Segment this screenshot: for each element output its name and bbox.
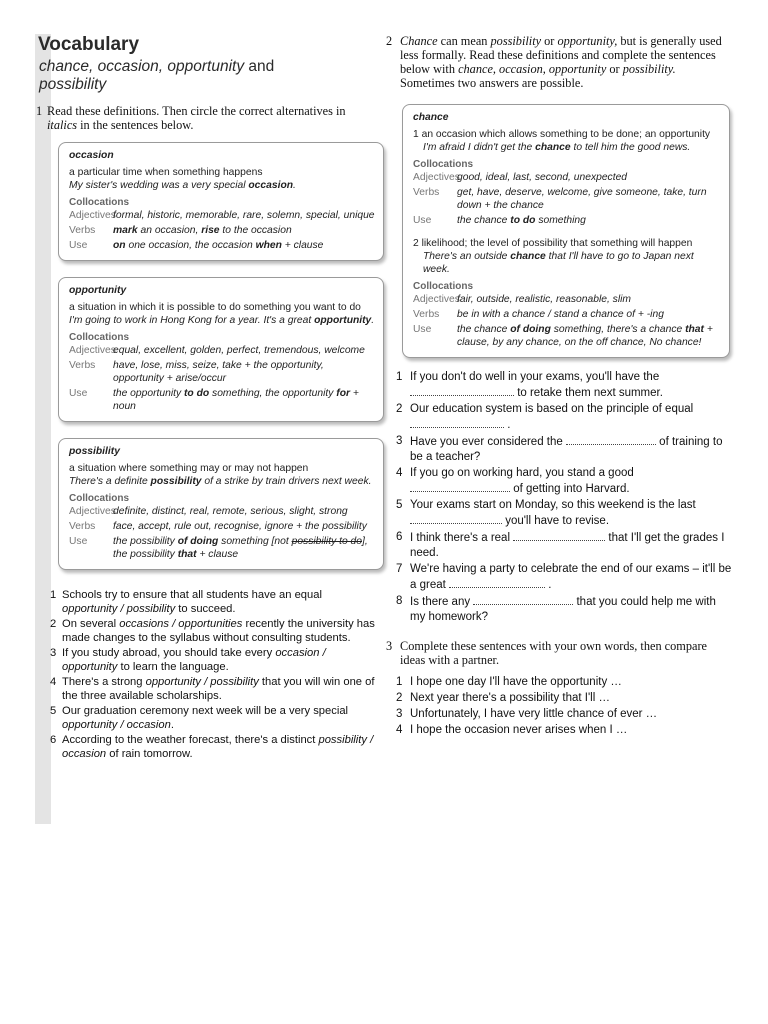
list-item: 3 Unfortunately, I have very little chance of ever … bbox=[396, 708, 658, 720]
left-column bbox=[36, 34, 376, 762]
collocations-heading: Collocations bbox=[69, 197, 130, 208]
definition-text: 2 likelihood; the level of possibility that something will happen bbox=[413, 238, 693, 249]
definition-headword: opportunity bbox=[69, 285, 127, 296]
collocation-adjectives: Adjectives good, ideal, last, second, unexpected bbox=[413, 172, 628, 183]
definition-example: There's an outside chance that I'll have to go to Japan next week. bbox=[423, 251, 694, 275]
list-item: 4 If you go on working hard, you stand a good of getting into Harvard. bbox=[396, 467, 634, 495]
list-item: 4 There's a strong opportunity / possibility that you will win one of the three available scholarships. bbox=[50, 676, 375, 702]
definition-box-chance bbox=[402, 104, 730, 358]
definition-example: There's a definite possibility of a strike by train drivers next week. bbox=[69, 476, 372, 487]
definition-example: I'm afraid I didn't get the chance to tell him the good news. bbox=[423, 142, 691, 153]
definition-text: a situation where something may or may not happen bbox=[69, 463, 309, 474]
exercise-3-sentences bbox=[396, 675, 732, 738]
list-item: 2 Next year there's a possibility that I'll … bbox=[396, 692, 610, 704]
exercise-3-instructions: 3 Complete these sentences with your own words, then compare ideas with a partner. bbox=[386, 639, 708, 667]
definition-text: 1 an occasion which allows something to be done; an opportunity bbox=[413, 129, 711, 140]
collocation-use: Use the opportunity to do something, the opportunity for + noun bbox=[69, 388, 359, 412]
answer-blank[interactable] bbox=[566, 434, 656, 445]
collocation-use: Use the possibility of doing something [not possibility to do], the possibility that + clause bbox=[69, 536, 368, 560]
answer-blank[interactable] bbox=[410, 417, 504, 428]
collocations-heading: Collocations bbox=[69, 332, 130, 343]
answer-choice[interactable]: occasion / opportunity bbox=[62, 647, 326, 673]
list-item: 7 We're having a party to celebrate the end of our exams – it'll be a great . bbox=[396, 563, 732, 591]
list-item: 1 Schools try to ensure that all students have an equal opportunity / possibility to succeed. bbox=[50, 589, 322, 615]
list-item: 1 If you don't do well in your exams, you'll have the to retake them next summer. bbox=[396, 371, 663, 399]
list-item: 3 Have you ever considered the of training to be a teacher? bbox=[396, 435, 723, 463]
answer-blank[interactable] bbox=[410, 385, 514, 396]
definition-text: a situation in which it is possible to do something you want to do bbox=[69, 302, 361, 313]
page-subtitle: chance, occasion, opportunity and possibility bbox=[39, 58, 275, 93]
collocation-use: Use on one occasion, the occasion when + clause bbox=[69, 240, 324, 251]
collocation-verbs: Verbs have, lose, miss, seize, take + the opportunity, opportunity + arise/occur bbox=[69, 360, 324, 384]
list-item: 5 Our graduation ceremony next week will be a very special opportunity / occasion. bbox=[50, 705, 349, 731]
list-item: 3 If you study abroad, you should take every occasion / opportunity to learn the language. bbox=[50, 647, 326, 673]
collocation-adjectives: Adjectives definite, distinct, real, remote, serious, slight, strong bbox=[69, 506, 348, 517]
collocation-verbs: Verbs be in with a chance / stand a chance of + -ing bbox=[413, 309, 664, 320]
page-title: Vocabulary bbox=[38, 34, 140, 55]
collocations-heading: Collocations bbox=[413, 281, 474, 292]
answer-blank[interactable] bbox=[449, 577, 545, 588]
list-item: 6 I think there's a real that I'll get the grades I need. bbox=[396, 531, 725, 559]
list-item: 4 I hope the occasion never arises when I … bbox=[396, 724, 628, 736]
exercise-1-instructions: 1 Read these definitions. Then circle the correct alternatives in italics in the sentences below. bbox=[36, 104, 346, 132]
list-item: 1 I hope one day I'll have the opportunity … bbox=[396, 676, 622, 688]
definition-box-opportunity bbox=[58, 277, 384, 422]
list-item: 6 According to the weather forecast, there's a distinct possibility / occasion of rain tomorrow. bbox=[50, 734, 374, 760]
definition-headword: occasion bbox=[69, 150, 114, 161]
list-item: 5 Your exams start on Monday, so this weekend is the last you'll have to revise. bbox=[396, 499, 696, 527]
definition-box-possibility bbox=[58, 438, 384, 570]
collocation-adjectives: Adjectives equal, excellent, golden, perfect, tremendous, welcome bbox=[69, 345, 365, 356]
definition-headword: chance bbox=[413, 112, 449, 123]
collocation-use: Use the chance of doing something, there's a chance that + clause, by any chance, on the off chance, No chance! bbox=[413, 324, 713, 348]
list-item: 2 On several occasions / opportunities recently the university has made changes to the syllabus without consulting students. bbox=[50, 618, 375, 644]
answer-blank[interactable] bbox=[410, 513, 502, 524]
list-item: 8 Is there any that you could help me with my homework? bbox=[396, 595, 716, 623]
right-column bbox=[386, 34, 732, 739]
collocation-verbs: Verbs mark an occasion, rise to the occasion bbox=[69, 225, 292, 236]
collocations-heading: Collocations bbox=[69, 493, 130, 504]
exercise-2-sentences bbox=[396, 370, 732, 625]
answer-choice[interactable]: occasions / opportunities bbox=[119, 618, 243, 630]
answer-choice[interactable]: opportunity / possibility bbox=[62, 603, 176, 615]
collocation-adjectives: Adjectives fair, outside, realistic, reasonable, slim bbox=[413, 294, 631, 305]
answer-choice[interactable]: possibility / occasion bbox=[62, 734, 374, 760]
list-item: 2 Our education system is based on the principle of equal . bbox=[396, 403, 694, 431]
exercise-1-sentences bbox=[50, 588, 376, 761]
definition-example: I'm going to work in Hong Kong for a year. It's a great opportunity. bbox=[69, 315, 375, 326]
definition-box-occasion bbox=[58, 142, 384, 261]
definition-text: a particular time when something happens bbox=[69, 167, 263, 178]
definition-example: My sister's wedding was a very special occasion. bbox=[69, 180, 296, 191]
exercise-2-instructions: 2 Chance can mean possibility or opportunity, but is generally used less formally. Read these definitions and complete the sentences below with chance, occasion, opportunity or possibility. Sometimes two answers are possible. bbox=[386, 34, 722, 90]
collocation-use: Use the chance to do something bbox=[413, 215, 586, 226]
collocation-adjectives: Adjectives formal, historic, memorable, rare, solemn, special, unique bbox=[69, 210, 375, 221]
answer-blank[interactable] bbox=[410, 481, 510, 492]
answer-choice[interactable]: opportunity / possibility bbox=[145, 676, 259, 688]
collocations-heading: Collocations bbox=[413, 159, 474, 170]
definition-headword: possibility bbox=[69, 446, 120, 457]
answer-choice[interactable]: opportunity / occasion bbox=[62, 719, 171, 731]
collocation-verbs: Verbs face, accept, rule out, recognise, ignore + the possibility bbox=[69, 521, 367, 532]
answer-blank[interactable] bbox=[473, 594, 573, 605]
answer-blank[interactable] bbox=[513, 530, 605, 541]
collocation-verbs: Verbs get, have, deserve, welcome, give someone, take, turn down + the chance bbox=[413, 187, 707, 211]
